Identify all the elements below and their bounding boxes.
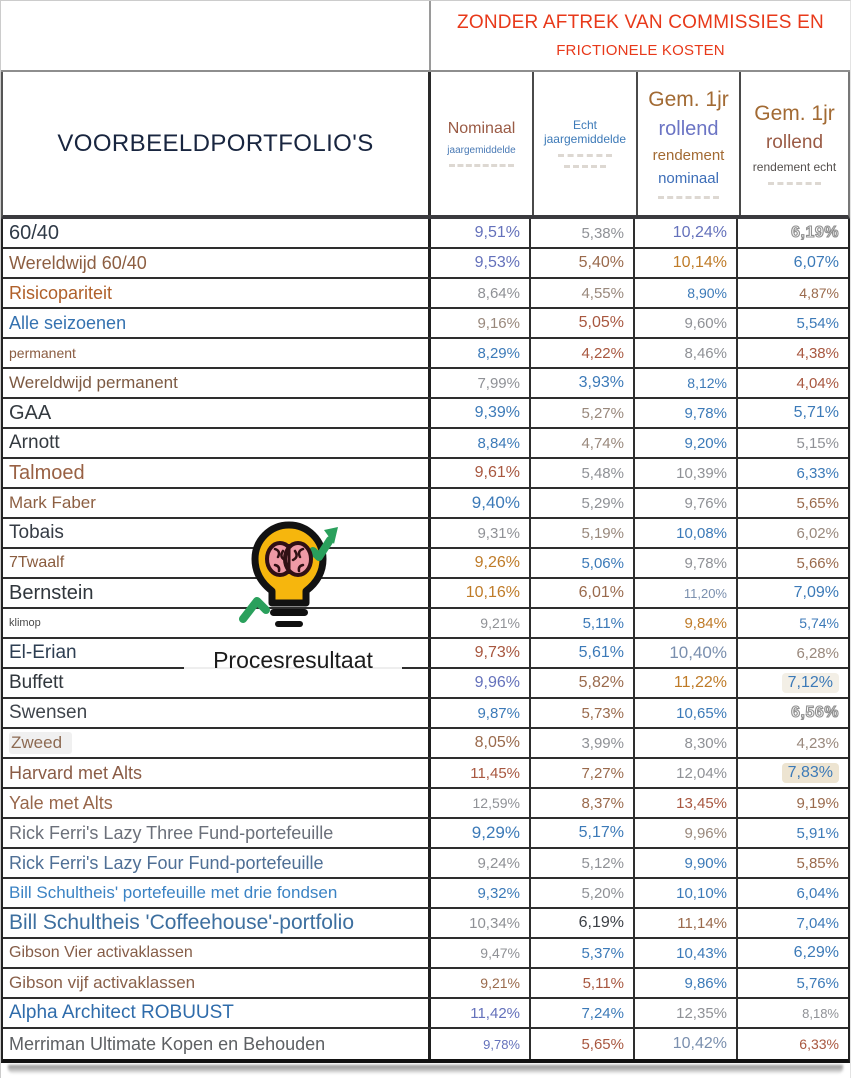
- portfolio-name: Gibson Vier activaklassen: [3, 939, 431, 967]
- value-cell: 10,65%: [633, 699, 736, 727]
- value-cell: 5,65%: [736, 489, 848, 517]
- value-cell: 5,54%: [736, 309, 848, 337]
- value-cell: 3,93%: [529, 369, 633, 397]
- value-cell: 9,78%: [483, 1036, 520, 1052]
- table-row: [3, 849, 848, 879]
- table-row: [3, 939, 848, 969]
- table-row: [3, 909, 848, 939]
- table-row: [3, 489, 848, 519]
- value-cell: 6,19%: [736, 219, 848, 247]
- value-cell: 8,64%: [477, 284, 520, 302]
- value-cell: 6,28%: [736, 639, 848, 667]
- title-line-2: FRICTIONELE KOSTEN: [556, 42, 725, 59]
- value-cell: 4,74%: [529, 429, 633, 457]
- value-cell: 10,08%: [633, 519, 736, 547]
- value-cell: 6,56%: [736, 699, 848, 727]
- portfolio-name: Arnott: [3, 429, 431, 457]
- header-line: jaargemiddelde: [447, 144, 516, 156]
- table-row: [3, 309, 848, 339]
- value-cell: 6,33%: [736, 459, 848, 487]
- value-cell: 5,27%: [529, 399, 633, 427]
- header-line: Echt jaargemiddelde: [543, 118, 627, 146]
- portfolio-name: Merriman Ultimate Kopen en Behouden: [3, 1029, 431, 1059]
- table-row: [3, 969, 848, 999]
- value-cell: 8,05%: [474, 734, 520, 751]
- value-cell: 7,09%: [736, 579, 848, 607]
- header-line: Nominaal: [447, 119, 516, 137]
- table-row: [3, 759, 848, 789]
- portfolio-name: 60/40: [3, 219, 431, 247]
- table-row: [3, 639, 848, 669]
- value-cell: 11,42%: [470, 1004, 520, 1022]
- value-cell: 9,40%: [471, 493, 520, 512]
- table-bottom-shadow: [8, 1065, 843, 1074]
- value-cell: 6,04%: [736, 879, 848, 907]
- value-cell: 9,61%: [474, 464, 520, 481]
- value-cell: 7,24%: [529, 999, 633, 1027]
- value-cell: 10,24%: [633, 219, 736, 247]
- value-cell: 5,15%: [736, 429, 848, 457]
- header-line: rollend: [658, 118, 719, 141]
- faded-text-artifact: [558, 153, 612, 157]
- portfolio-name: Bernstein: [3, 579, 431, 607]
- table-row: [3, 579, 848, 609]
- value-cell: 5,76%: [736, 969, 848, 997]
- value-cell: 5,73%: [529, 699, 633, 727]
- portfolio-name: Wereldwijd permanent: [3, 369, 431, 397]
- table-row: [3, 249, 848, 279]
- portfolio-name: Alle seizoenen: [3, 309, 431, 337]
- value-cell: 7,04%: [736, 909, 848, 937]
- portfolio-name: Swensen: [3, 699, 431, 727]
- faded-text-artifact: [768, 181, 822, 185]
- value-cell: 6,29%: [736, 939, 848, 967]
- value-cell: 5,06%: [529, 549, 633, 577]
- column-header-band: [1, 72, 850, 219]
- value-cell: 9,60%: [633, 309, 736, 337]
- value-cell: 9,31%: [477, 524, 520, 542]
- portfolio-name: permanent: [3, 339, 431, 367]
- value-cell: 6,02%: [736, 519, 848, 547]
- value-cell: 9,51%: [474, 224, 520, 241]
- faded-text-artifact: [658, 195, 718, 199]
- value-cell: 7,83%: [736, 759, 848, 787]
- portfolio-name: 7Twaalf: [3, 549, 431, 577]
- value-cell: 11,20%: [633, 579, 736, 607]
- value-cell: 5,74%: [736, 609, 848, 637]
- portfolio-name: Tobais: [3, 519, 431, 547]
- value-cell: 9,39%: [474, 404, 520, 421]
- value-cell: 9,47%: [480, 945, 520, 961]
- table-body: [1, 219, 850, 1063]
- value-cell: 4,23%: [736, 729, 848, 757]
- table-row: [3, 819, 848, 849]
- table-row: [3, 399, 848, 429]
- table-row: [3, 729, 848, 759]
- value-cell: 8,37%: [529, 789, 633, 817]
- process-result-label: Procesresultaat: [184, 645, 402, 676]
- table-row: [3, 609, 848, 639]
- table-row: [3, 789, 848, 819]
- value-cell: 9,16%: [477, 314, 520, 332]
- value-cell: 10,14%: [633, 249, 736, 277]
- value-cell: 9,21%: [480, 975, 520, 991]
- value-cell: 8,46%: [633, 339, 736, 367]
- value-cell: 5,20%: [529, 879, 633, 907]
- value-cell: 7,12%: [736, 669, 848, 697]
- portfolio-name: Yale met Alts: [3, 789, 431, 817]
- value-cell: 5,29%: [529, 489, 633, 517]
- table-row: [3, 699, 848, 729]
- value-cell: 6,33%: [736, 1029, 848, 1059]
- portfolio-name: Gibson vijf activaklassen: [3, 969, 431, 997]
- value-cell: 9,96%: [633, 819, 736, 847]
- value-cell: 5,17%: [529, 819, 633, 847]
- col-header-gem-1jr-rollend-nominaal: [636, 72, 739, 215]
- faded-text-artifact: [449, 163, 515, 167]
- value-cell: 5,48%: [529, 459, 633, 487]
- portfolio-name: Mark Faber: [3, 489, 431, 517]
- portfolio-name: klimop: [3, 609, 431, 637]
- title-line-1: ZONDER AFTREK VAN COMMISSIES EN: [457, 12, 824, 33]
- portfolio-name: Bill Schultheis 'Coffeehouse'-portfolio: [3, 909, 431, 937]
- table-row: [3, 669, 848, 699]
- value-cell: 9,84%: [633, 609, 736, 637]
- value-cell: 10,39%: [633, 459, 736, 487]
- value-cell: 9,87%: [477, 704, 520, 722]
- value-cell: 11,45%: [470, 764, 520, 782]
- brain-lightbulb-icon: [239, 515, 339, 647]
- value-cell: 9,53%: [474, 254, 520, 271]
- portfolio-name: Buffett: [3, 669, 431, 697]
- header-line: nominaal: [658, 170, 719, 188]
- value-cell: 5,61%: [529, 639, 633, 667]
- value-cell: 4,04%: [736, 369, 848, 397]
- table-row: [3, 999, 848, 1029]
- value-cell: 8,12%: [633, 369, 736, 397]
- value-cell: 8,90%: [633, 279, 736, 307]
- portfolio-name: El-Erian: [3, 639, 431, 667]
- value-cell: 12,59%: [472, 795, 520, 811]
- value-cell: 9,73%: [474, 644, 520, 661]
- value-cell: 5,71%: [736, 399, 848, 427]
- portfolio-name: Risicopariteit: [3, 279, 431, 307]
- value-cell: 9,78%: [633, 399, 736, 427]
- value-cell: 6,19%: [529, 909, 633, 937]
- value-cell: 5,91%: [736, 819, 848, 847]
- col-header-echt-jaargemiddelde: [532, 72, 636, 215]
- value-cell: 8,18%: [736, 999, 848, 1027]
- portfolio-name: Harvard met Alts: [3, 759, 431, 787]
- header-line: rendement: [652, 146, 725, 164]
- value-cell: 9,78%: [633, 549, 736, 577]
- portfolio-name: GAA: [3, 399, 431, 427]
- value-cell: 9,26%: [474, 554, 520, 571]
- value-cell: 5,82%: [529, 669, 633, 697]
- value-cell: 5,11%: [529, 969, 633, 997]
- value-cell: 10,43%: [633, 939, 736, 967]
- header-line: rendement echt: [752, 159, 837, 174]
- value-cell: 10,34%: [469, 914, 520, 932]
- value-cell: 5,11%: [529, 609, 633, 637]
- value-cell: 10,40%: [633, 639, 736, 667]
- value-cell: 9,96%: [474, 674, 520, 691]
- value-cell: 10,10%: [633, 879, 736, 907]
- table-row: [3, 429, 848, 459]
- header-line: rollend: [765, 132, 824, 154]
- value-cell: 8,30%: [633, 729, 736, 757]
- value-cell: 11,14%: [633, 909, 736, 937]
- value-cell: 4,22%: [529, 339, 633, 367]
- value-cell: 5,12%: [529, 849, 633, 877]
- value-cell: 6,01%: [529, 579, 633, 607]
- value-cell: 9,21%: [480, 615, 520, 631]
- table-row: [3, 459, 848, 489]
- value-cell: 5,65%: [529, 1029, 633, 1059]
- value-cell: 12,35%: [633, 999, 736, 1027]
- value-cell: 9,24%: [477, 854, 520, 872]
- header-line: Gem. 1jr: [648, 87, 729, 111]
- title-band: [1, 1, 850, 72]
- col-header-gem-1jr-rollend-echt: [739, 72, 848, 215]
- value-cell: 5,19%: [529, 519, 633, 547]
- table-title: [431, 1, 850, 70]
- value-cell: 9,86%: [633, 969, 736, 997]
- value-cell: 5,37%: [529, 939, 633, 967]
- portfolio-name: Alpha Architect ROBUUST: [3, 999, 431, 1027]
- portfolio-name: Bill Schultheis' portefeuille met drie fondsen: [3, 879, 431, 907]
- table-row: [3, 1029, 848, 1059]
- value-cell: 5,38%: [529, 219, 633, 247]
- table-row: [3, 879, 848, 909]
- value-cell: 6,07%: [736, 249, 848, 277]
- value-cell: 11,22%: [633, 669, 736, 697]
- portfolio-name: Rick Ferri's Lazy Three Fund-portefeuille: [3, 819, 431, 847]
- portfolios-column-header: VOORBEELDPORTFOLIO'S: [3, 72, 431, 215]
- value-cell: 7,27%: [529, 759, 633, 787]
- value-cell: 4,38%: [736, 339, 848, 367]
- value-cell: 9,32%: [477, 884, 520, 902]
- header-line: Gem. 1jr: [754, 101, 835, 125]
- value-cell: 13,45%: [633, 789, 736, 817]
- value-cell: 9,90%: [633, 849, 736, 877]
- empty-corner-cell: [1, 1, 431, 70]
- table-row: [3, 219, 848, 249]
- value-cell: 12,04%: [633, 759, 736, 787]
- portfolio-name: Zweed: [3, 729, 431, 757]
- table-row: [3, 369, 848, 399]
- portfolio-name: Rick Ferri's Lazy Four Fund-portefeuille: [3, 849, 431, 877]
- value-cell: 4,55%: [529, 279, 633, 307]
- value-cell: 10,42%: [633, 1029, 736, 1059]
- portfolio-name: Wereldwijd 60/40: [3, 249, 431, 277]
- portfolio-name: Talmoed: [3, 459, 431, 487]
- value-cell: 3,99%: [529, 729, 633, 757]
- value-cell: 9,76%: [633, 489, 736, 517]
- col-header-nominaal-jaargemiddelde: [431, 72, 532, 215]
- value-cell: 5,66%: [736, 549, 848, 577]
- value-cell: 7,99%: [477, 374, 520, 392]
- value-cell: 9,19%: [736, 789, 848, 817]
- value-cell: 4,87%: [736, 279, 848, 307]
- faded-text-artifact: [564, 164, 605, 168]
- table-row: [3, 339, 848, 369]
- value-cell: 9,20%: [633, 429, 736, 457]
- table-row: [3, 519, 848, 549]
- table-row: [3, 549, 848, 579]
- value-cell: 8,84%: [477, 434, 520, 452]
- table-row: [3, 279, 848, 309]
- value-cell: 5,85%: [736, 849, 848, 877]
- value-cell: 5,05%: [529, 309, 633, 337]
- value-cell: 9,29%: [471, 823, 520, 842]
- value-cell: 8,29%: [477, 344, 520, 362]
- value-column-headers: [431, 72, 848, 215]
- value-cell: 5,40%: [529, 249, 633, 277]
- value-cell: 10,16%: [465, 584, 520, 601]
